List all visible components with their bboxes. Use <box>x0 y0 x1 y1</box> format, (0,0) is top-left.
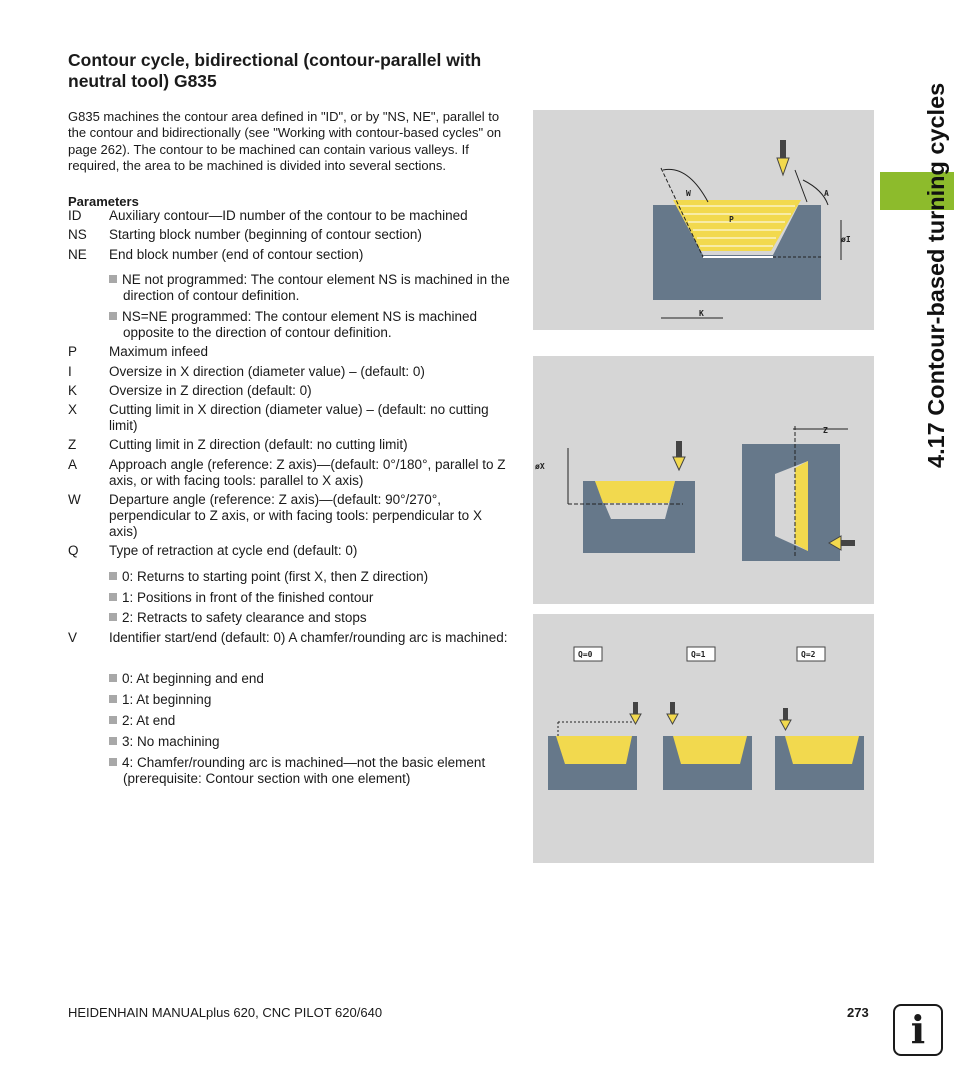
q1-badge <box>687 647 715 661</box>
label-q2: Q=2 <box>801 650 816 659</box>
param-w <box>68 492 508 540</box>
figure-contour-cycle <box>533 110 874 330</box>
tool-icon <box>667 702 678 724</box>
q-bullet-1 <box>109 569 509 585</box>
param-key: NE <box>68 247 87 262</box>
param-key: NS <box>68 227 87 242</box>
param-a <box>68 457 508 489</box>
bullet-square-icon <box>109 695 117 703</box>
label-k: K <box>699 309 704 318</box>
bullet-square-icon <box>109 737 117 745</box>
param-x <box>68 402 508 434</box>
bullet-text: NS=NE programmed: The contour element NS is machined opposite to the direction of contour definition. <box>122 309 478 340</box>
label-i: øI <box>841 235 851 244</box>
info-icon: i <box>893 1004 943 1056</box>
param-desc: Departure angle (reference: Z axis)—(default: 90°/270°, perpendicular to Z axis, or with facing tools: perpendicular to X axis) <box>109 492 482 539</box>
tool-icon <box>780 708 791 730</box>
label-q1: Q=1 <box>691 650 706 659</box>
bullet-square-icon <box>109 593 117 601</box>
param-key: A <box>68 457 78 472</box>
param-desc: Cutting limit in Z direction (default: no cutting limit) <box>109 437 408 452</box>
param-desc: Maximum infeed <box>109 344 209 359</box>
param-key: ID <box>68 208 82 223</box>
param-ns <box>68 227 508 243</box>
param-z <box>68 437 508 453</box>
bullet-text: 3: No machining <box>122 734 220 749</box>
tool-icon <box>630 702 641 724</box>
param-key: P <box>68 344 78 359</box>
v-bullet-3 <box>109 713 509 729</box>
parameters-heading: Parameters <box>68 194 139 209</box>
param-desc: Auxiliary contour—ID number of the contour to be machined <box>109 208 468 223</box>
param-p <box>68 344 508 360</box>
param-key: I <box>68 364 72 379</box>
param-ne <box>68 247 508 263</box>
label-w: W <box>686 189 691 198</box>
label-q0: Q=0 <box>578 650 593 659</box>
param-key: K <box>68 383 78 398</box>
bullet-square-icon <box>109 674 117 682</box>
param-key: V <box>68 630 78 645</box>
bullet-text: 2: At end <box>122 713 176 728</box>
ne-bullet-2 <box>109 309 523 341</box>
label-p: P <box>729 215 734 224</box>
bullet-text: 0: Returns to starting point (first X, then Z direction) <box>122 569 429 584</box>
v-bullet-2 <box>109 692 509 708</box>
bullet-text: 4: Chamfer/rounding arc is machined—not the basic element (prerequisite: Contour section with one element) <box>122 755 486 786</box>
bullet-text: 1: At beginning <box>122 692 212 707</box>
param-v <box>68 630 508 646</box>
bullet-square-icon <box>109 275 117 283</box>
q-bullet-2 <box>109 590 509 606</box>
param-desc: Identifier start/end (default: 0) A chamfer/rounding arc is machined: <box>109 630 508 645</box>
param-key: Z <box>68 437 77 452</box>
contour-cycle-diagram <box>533 110 874 330</box>
param-desc: Oversize in Z direction (default: 0) <box>109 383 312 398</box>
param-i <box>68 364 508 380</box>
param-desc: Oversize in X direction (diameter value) – (default: 0) <box>109 364 425 379</box>
bullet-square-icon <box>109 716 117 724</box>
param-desc: Starting block number (beginning of contour section) <box>109 227 422 242</box>
param-desc: Approach angle (reference: Z axis)—(default: 0°/180°, parallel to Z axis, or with facing tools: parallel to X axis) <box>109 457 506 488</box>
cut-area-x <box>595 481 675 503</box>
page-number: 273 <box>847 1005 869 1020</box>
figure-cutting-limits <box>533 356 874 604</box>
v-bullet-5 <box>109 755 523 787</box>
param-key: X <box>68 402 78 417</box>
bullet-text: 2: Retracts to safety clearance and stops <box>122 610 367 625</box>
label-a: A <box>824 189 829 198</box>
bullet-square-icon <box>109 312 117 320</box>
v-bullet-1 <box>109 671 509 687</box>
bullet-square-icon <box>109 758 117 766</box>
bullet-text: 1: Positions in front of the finished contour <box>122 590 374 605</box>
bullet-square-icon <box>109 572 117 580</box>
param-key: Q <box>68 543 79 558</box>
figure-retraction-types <box>533 614 874 863</box>
label-z: Z <box>823 426 828 435</box>
bullet-text: NE not programmed: The contour element NS is machined in the direction of contour definition. <box>122 272 510 303</box>
param-desc: Type of retraction at cycle end (default: 0) <box>109 543 358 558</box>
cutting-limits-diagram <box>533 356 874 604</box>
q0-badge <box>574 647 602 661</box>
q-bullet-3 <box>109 610 509 626</box>
footer-text: HEIDENHAIN MANUALplus 620, CNC PILOT 620/640 <box>68 1005 383 1020</box>
chapter-side-title: 4.17 Contour-based turning cycles <box>923 82 949 468</box>
param-k <box>68 383 508 399</box>
tool-icon <box>673 441 685 470</box>
ne-bullet-1 <box>109 272 523 304</box>
label-x: øX <box>535 462 545 471</box>
param-id <box>68 208 508 224</box>
bullet-text: 0: At beginning and end <box>122 671 264 686</box>
q2-badge <box>797 647 825 661</box>
param-q <box>68 543 508 559</box>
param-desc: Cutting limit in X direction (diameter value) – (default: no cutting limit) <box>109 402 489 433</box>
intro-paragraph: G835 machines the contour area defined in "ID", or by "NS, NE", parallel to the contour and bidirectionally (see "Working with contour-based cycles" on page 262). The contour to be machined can contain various valleys. If required, the area to be machined is divided into several sections. <box>68 109 502 173</box>
cut-area-z <box>795 461 808 551</box>
param-desc: End block number (end of contour section) <box>109 247 364 262</box>
retraction-types-diagram <box>533 614 874 863</box>
param-key: W <box>68 492 81 507</box>
page-title: Contour cycle, bidirectional (contour-parallel with neutral tool) G835 <box>68 50 482 91</box>
v-bullet-4 <box>109 734 509 750</box>
tool-icon <box>777 140 789 175</box>
bullet-square-icon <box>109 613 117 621</box>
